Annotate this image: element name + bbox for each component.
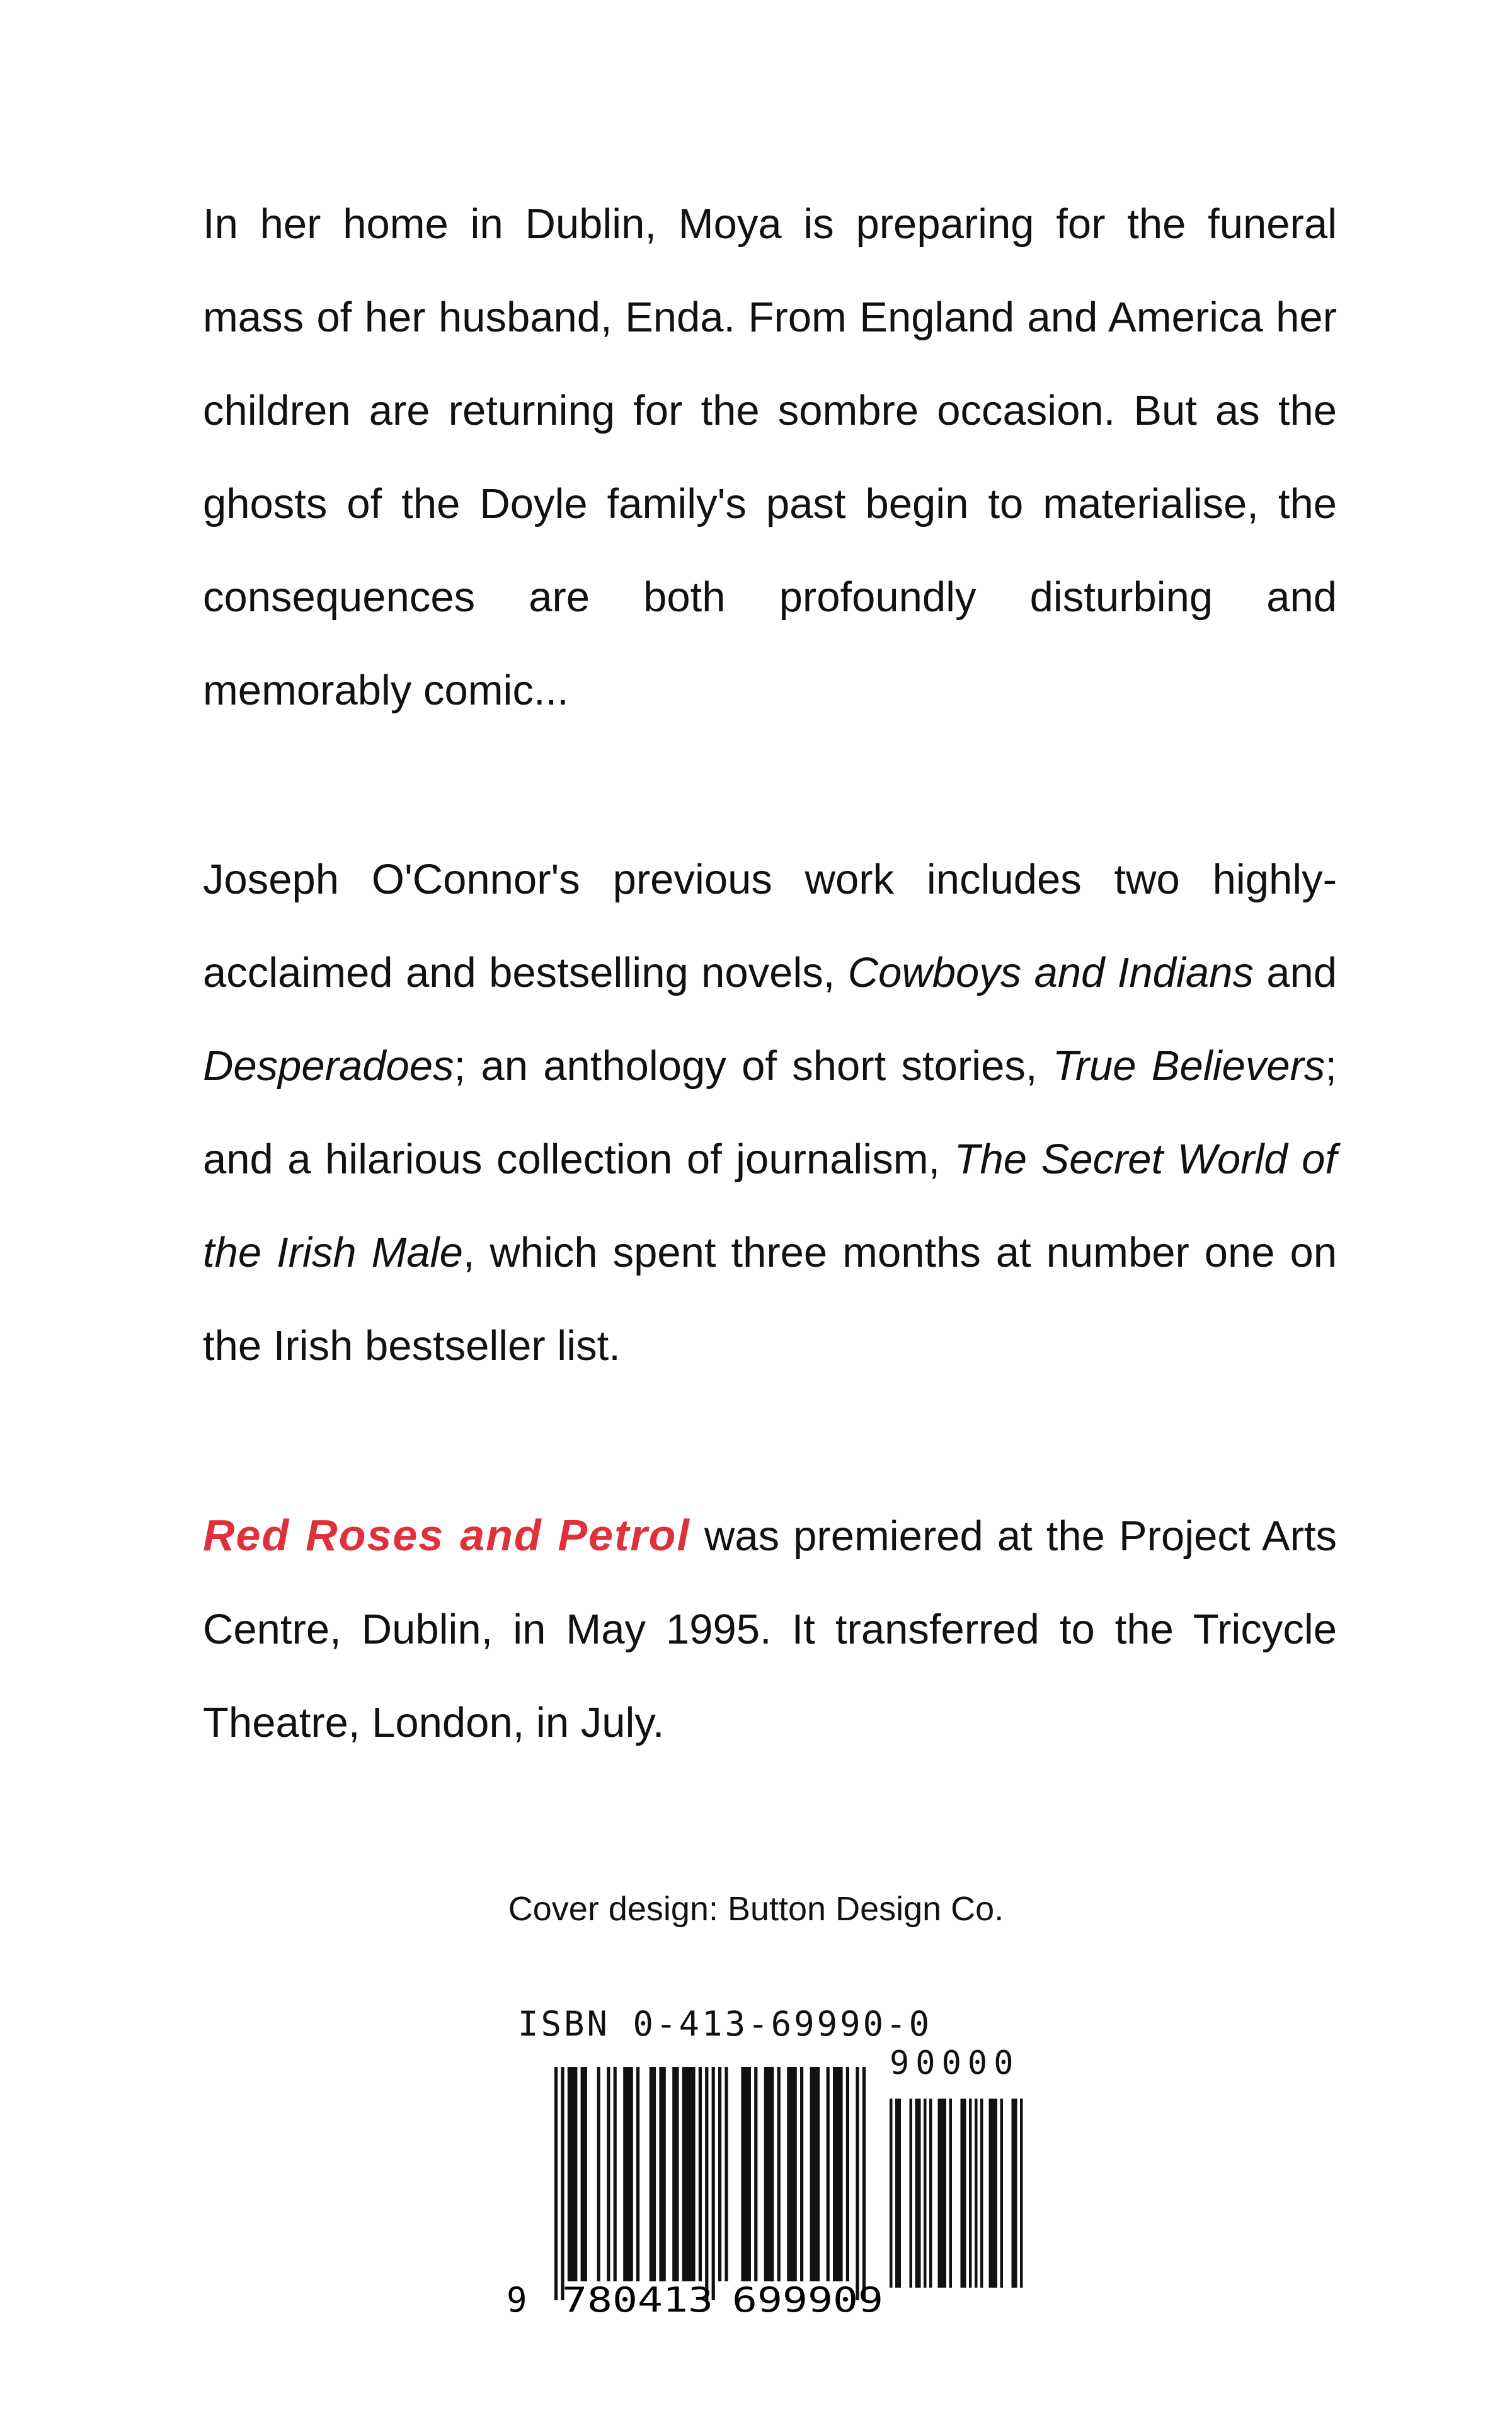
barcode-bar <box>724 2067 728 2281</box>
barcode-guard-bar <box>705 2067 708 2300</box>
addon-bar <box>989 2099 998 2288</box>
synopsis-paragraph <box>203 178 1337 737</box>
addon-bar <box>980 2099 983 2288</box>
bio-title-cowboys: Cowboys and Indians <box>847 949 1254 996</box>
addon-bar <box>961 2099 966 2288</box>
barcode-bar <box>623 2067 633 2281</box>
synopsis-text: In her home in Dublin, Moya is preparing for the funeral mass of her husband, Enda. From England and America her children are returning for the sombre occasion. But as the ghosts of the Doyle family's past begin to materialise, the consequences are both profoundly disturbing and memorably comic... <box>203 200 1337 714</box>
barcode-bar <box>800 2067 803 2281</box>
barcode-bar <box>846 2067 849 2281</box>
barcode-guard-bar <box>862 2067 866 2300</box>
play-title: Red Roses and Petrol <box>203 1511 690 1560</box>
barcode-bar <box>764 2067 774 2281</box>
barcode-guard-bar <box>561 2067 564 2300</box>
barcode-bar <box>682 2067 696 2281</box>
barcode-bar <box>810 2067 820 2281</box>
barcode-left-digits: 780413 <box>562 2280 713 2319</box>
barcode-bar <box>754 2067 757 2281</box>
bio-title-true-believers: True Believers <box>1052 1042 1326 1090</box>
ean13-bars <box>554 2067 866 2300</box>
barcode-bar <box>699 2067 702 2281</box>
addon-bar <box>975 2099 978 2288</box>
premiere-paragraph <box>203 1489 1337 1770</box>
addon-bar <box>938 2099 947 2288</box>
bio-text-1: Joseph O'Connor's previous work includes two highly-acclaimed and bestselling novels, <box>203 856 1337 996</box>
addon-bar <box>890 2099 893 2288</box>
addon-bar <box>1000 2099 1004 2288</box>
bio-title-secret-world: The Secret World of the Irish Male <box>203 1136 1337 1276</box>
barcode-bar <box>777 2067 781 2281</box>
barcode-guard-bar <box>712 2067 715 2300</box>
isbn-barcode <box>504 2004 1046 2319</box>
barcode-bar <box>607 2067 610 2281</box>
barcode-bar <box>659 2067 665 2281</box>
barcode-bar <box>614 2067 617 2281</box>
addon-bar <box>895 2099 901 2288</box>
barcode-bar <box>787 2067 797 2281</box>
isbn-number: ISBN 0-413-69990-0 <box>518 2004 932 2044</box>
addon-bars <box>890 2099 1023 2288</box>
author-bio-paragraph <box>203 833 1337 1393</box>
addon-bar <box>915 2099 921 2288</box>
addon-bar <box>969 2099 972 2288</box>
barcode-guard-bar <box>856 2067 859 2300</box>
bio-text-4: ; and a hilarious collection of journalism, <box>203 1042 1337 1183</box>
bio-text-2: and <box>1253 949 1337 996</box>
barcode-bar <box>741 2067 751 2281</box>
addon-bar <box>949 2099 953 2288</box>
addon-bar <box>1020 2099 1023 2288</box>
bio-title-desperadoes: Desperadoes <box>203 1042 454 1090</box>
barcode-guard-bar <box>554 2067 558 2300</box>
barcode-bar <box>597 2067 600 2281</box>
bio-text-5: , which spent three months at number one on the Irish bestseller list. <box>203 1229 1337 1369</box>
barcode-bar <box>718 2067 721 2281</box>
addon-bar <box>924 2099 927 2288</box>
cover-design-credit: Cover design: Button Design Co. <box>508 1890 1004 1928</box>
bio-text-3: ; an anthology of short stories, <box>454 1042 1053 1090</box>
premiere-text: was premiered at the Project Arts Centre, Dublin, in May 1995. It transferred to the Tricycle Theatre, London, in July. <box>203 1512 1337 1746</box>
barcode-bar <box>827 2067 830 2281</box>
price-addon-digits: 90000 <box>890 2044 1020 2082</box>
barcode-bar <box>650 2067 656 2281</box>
addon-bar <box>910 2099 913 2288</box>
barcode-right-digits: 699909 <box>732 2280 883 2319</box>
barcode-bar <box>581 2067 587 2281</box>
barcode-lead-digit: 9 <box>507 2280 527 2319</box>
barcode-bar <box>672 2067 679 2281</box>
addon-bar <box>929 2099 932 2288</box>
barcode-bar <box>833 2067 843 2281</box>
addon-bar <box>1012 2099 1017 2288</box>
barcode-bar <box>568 2067 578 2281</box>
barcode-bar <box>636 2067 639 2281</box>
